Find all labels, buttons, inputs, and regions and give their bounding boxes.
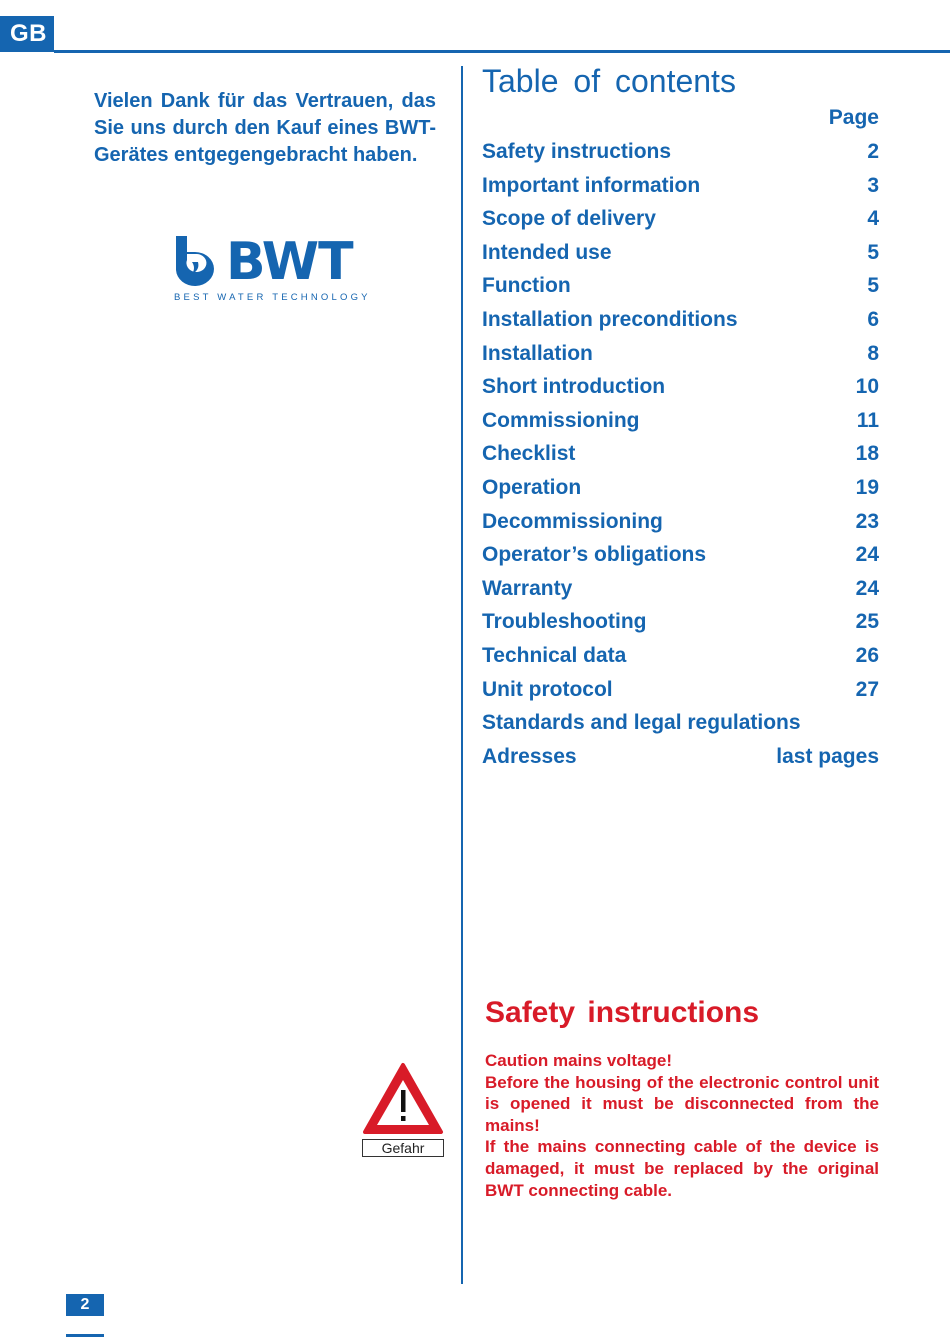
toc-entry-label: Operation	[482, 475, 582, 499]
toc-entry-label: Adresses	[482, 744, 577, 768]
logo-wordmark: BWT	[226, 232, 353, 292]
toc-entry[interactable]	[482, 639, 879, 673]
toc-entry[interactable]	[482, 202, 879, 236]
toc-entry[interactable]	[482, 605, 879, 639]
safety-section	[485, 994, 879, 1201]
toc-entry-page: 24	[855, 543, 879, 567]
logo-tagline: BEST WATER TECHNOLOGY	[174, 292, 371, 303]
toc-page-header: Page	[828, 106, 879, 129]
table-of-contents	[482, 60, 879, 773]
bwt-drop-icon	[170, 234, 220, 288]
toc-entry[interactable]	[482, 135, 879, 169]
warning-triangle-icon	[362, 1062, 444, 1136]
toc-entry-page: 4	[867, 207, 879, 231]
toc-entry-label: Standards and legal regulations	[482, 711, 801, 735]
toc-entry[interactable]	[482, 404, 879, 438]
safety-line-caution: Caution mains voltage!	[485, 1051, 673, 1070]
toc-entry-page: 6	[867, 307, 879, 331]
danger-warning-sign	[362, 1062, 444, 1157]
toc-entry[interactable]	[482, 236, 879, 270]
toc-entry-page: 10	[855, 375, 879, 399]
page-number: 2	[66, 1294, 104, 1316]
toc-entry[interactable]	[482, 269, 879, 303]
toc-entry-label: Safety instructions	[482, 140, 672, 163]
toc-entry-page: 11	[856, 408, 879, 432]
toc-entry[interactable]	[482, 370, 879, 404]
toc-entry[interactable]	[482, 706, 879, 740]
toc-entry-label: Checklist	[482, 442, 576, 466]
toc-entry[interactable]	[482, 169, 879, 203]
toc-entry-label: Installation	[482, 341, 593, 365]
toc-entry-page: 8	[867, 341, 879, 365]
toc-entry[interactable]	[482, 437, 879, 471]
header-rule	[54, 50, 950, 53]
safety-title: Safety instructions	[485, 996, 760, 1029]
column-divider	[461, 66, 463, 1284]
language-tab: GB	[0, 16, 54, 52]
toc-entry-page: 5	[867, 274, 879, 298]
toc-entry-page: 18	[855, 442, 879, 466]
toc-entry-label: Installation preconditions	[482, 307, 738, 331]
toc-entry-page: 5	[867, 240, 879, 264]
toc-entry-label: Intended use	[482, 240, 612, 264]
toc-entry-label: Operator’s obligations	[482, 543, 707, 567]
toc-entry-label: Decommissioning	[482, 509, 663, 533]
bwt-logo	[170, 232, 371, 306]
toc-entry-page: 24	[855, 576, 879, 600]
toc-list	[482, 135, 879, 773]
safety-line-cable: If the mains connecting cable of the device is damaged, it must be replaced by the original BWT connecting cable.	[485, 1137, 879, 1200]
safety-line-disconnect: Before the housing of the electronic control unit is opened it must be disconnected from the mains!	[485, 1072, 879, 1135]
toc-entry[interactable]	[482, 337, 879, 371]
warning-label: Gefahr	[362, 1139, 444, 1157]
toc-entry-page: 2	[867, 140, 879, 163]
toc-title: Table of contents	[482, 63, 736, 99]
toc-entry[interactable]	[482, 740, 879, 774]
toc-entry-label: Short introduction	[482, 375, 666, 399]
toc-entry-label: Unit protocol	[482, 677, 613, 701]
toc-entry-page: last pages	[776, 744, 879, 768]
toc-entry[interactable]	[482, 505, 879, 539]
toc-entry-page: 27	[855, 677, 879, 701]
toc-entry[interactable]	[482, 572, 879, 606]
toc-entry-page: 26	[855, 643, 879, 667]
toc-entry[interactable]	[482, 471, 879, 505]
toc-entry-page: 3	[867, 173, 879, 197]
toc-entry-label: Troubleshooting	[482, 610, 647, 634]
toc-entry-label: Commissioning	[482, 408, 640, 432]
thank-you-text: Vielen Dank für das Vertrauen, das Sie uns durch den Kauf eines BWT-Gerätes entgegengebracht haben.	[94, 90, 436, 166]
toc-entry-page: 19	[855, 475, 879, 499]
toc-entry-page: 23	[855, 509, 879, 533]
toc-entry[interactable]	[482, 538, 879, 572]
toc-entry-label: Important information	[482, 173, 701, 197]
toc-entry-label: Scope of delivery	[482, 207, 656, 231]
toc-entry-label: Technical data	[482, 643, 627, 667]
toc-entry[interactable]	[482, 303, 879, 337]
toc-entry-label: Function	[482, 274, 571, 298]
toc-entry[interactable]	[482, 673, 879, 707]
safety-text	[485, 1050, 879, 1201]
toc-entry-label: Warranty	[482, 576, 573, 600]
toc-entry-page: 25	[855, 610, 879, 634]
